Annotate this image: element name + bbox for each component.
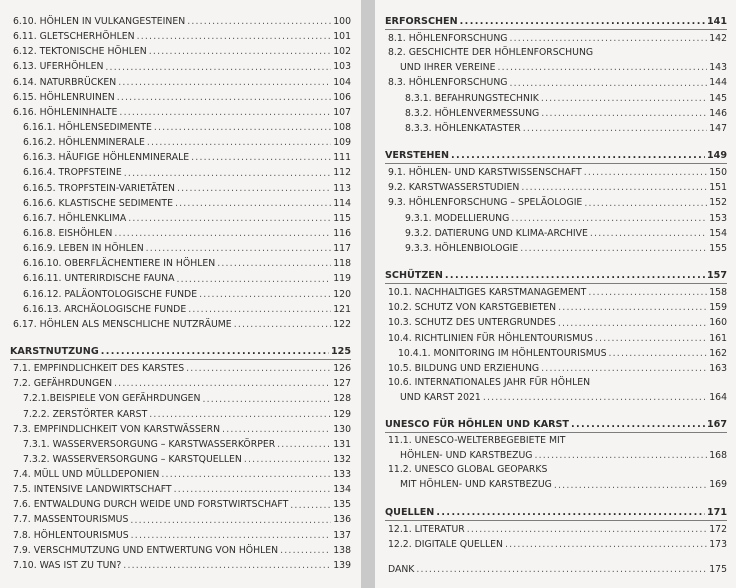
toc-page-number: 160 (709, 317, 727, 329)
toc-entry-label: 10.1. NACHHALTIGES KARSTMANAGEMENT (388, 287, 587, 299)
toc-entry-label: 10.6. INTERNATIONALES JAHR FÜR HÖHLEN (388, 376, 591, 388)
toc-page-number: 103 (333, 61, 351, 73)
toc-entry-label: 6.16.6. KLASTISCHE SEDIMENTE (23, 197, 173, 209)
dot-leader (186, 364, 331, 376)
toc-entry-8-3-hoehlenforschung[interactable] (385, 75, 727, 90)
toc-entry-7-9-verschmutzung-und-entwertung-von-hoe[interactable] (10, 543, 351, 558)
dot-leader (498, 63, 708, 75)
dot-leader (584, 168, 708, 180)
dot-leader (467, 525, 708, 537)
dot-leader (149, 410, 331, 422)
toc-entry-6-16-12-palaeontologische-funde[interactable] (10, 287, 351, 302)
dot-leader (511, 214, 707, 226)
dot-leader (445, 271, 705, 283)
toc-page-number: 111 (333, 152, 351, 164)
toc-entry-dank[interactable] (385, 562, 727, 577)
toc-page-number: 172 (709, 523, 727, 535)
dot-leader (590, 229, 707, 241)
toc-entry-continuation (385, 448, 727, 463)
dot-leader (505, 540, 707, 552)
toc-entry-label: 6.16.3. HÄUFIGE HÖHLENMINERALE (23, 152, 190, 164)
toc-entry-6-16-8-eishoehlen[interactable] (10, 226, 351, 241)
toc-page-number: 136 (333, 514, 351, 526)
toc-entry-label: 12.1. LITERATUR (388, 523, 465, 535)
toc-entry-6-12-tektonische-hoehlen[interactable] (10, 44, 351, 59)
chapter-heading[interactable] (385, 268, 727, 283)
dot-leader (609, 349, 708, 361)
toc-entry-label: 6.16.2. HÖHLENMINERALE (23, 137, 145, 149)
toc-entry-label: DANK (388, 563, 415, 575)
dot-leader (176, 275, 331, 287)
chapter-heading[interactable] (385, 417, 727, 432)
toc-entry-label: 7.4. MÜLL UND MÜLLDEPONIEN (13, 469, 160, 481)
toc-entry-label: UNESCO FÜR HÖHLEN UND KARST (385, 419, 569, 431)
toc-entry-6-16-4-tropfsteine[interactable] (10, 165, 351, 180)
toc-entry-label: 9.1. HÖHLEN- UND KARSTWISSENSCHAFT (388, 167, 582, 179)
toc-entry-label: 9.2. KARSTWASSERSTUDIEN (388, 182, 520, 194)
chapter-quellen (385, 505, 727, 521)
dot-leader (191, 153, 331, 165)
toc-entry-label: 6.16.11. UNTERIRDISCHE FAUNA (23, 273, 175, 285)
toc-entry-label: 7.8. HÖHLENTOURISMUS (13, 529, 129, 541)
toc-entry-label: 9.3.2. DATIERUNG UND KLIMA-ARCHIVE (405, 227, 588, 239)
toc-page-number: 102 (333, 46, 351, 58)
toc-entry-label: HÖHLEN- UND KARSTBEZUG (400, 450, 533, 462)
dot-leader (277, 440, 331, 452)
toc-entry-6-16-13-archaeologische-funde[interactable] (10, 302, 351, 317)
dot-leader (188, 305, 331, 317)
toc-page-number: 149 (706, 149, 727, 161)
toc-entry-label: SCHÜTZEN (385, 269, 443, 281)
toc-page-number: 127 (333, 378, 351, 390)
toc-entry-label: 6.16.13. ARCHÄOLOGISCHE FUNDE (23, 303, 187, 315)
toc-entry-6-16-3-haeufige-hoehlenminerale[interactable] (10, 150, 351, 165)
chapter-heading[interactable] (385, 148, 727, 163)
toc-page-number: 152 (709, 197, 727, 209)
toc-entry-label: 6.16.9. LEBEN IN HÖHLEN (23, 243, 144, 255)
toc-page-number: 158 (709, 287, 727, 299)
toc-entry-label: ERFORSCHEN (385, 15, 458, 27)
dot-leader (119, 108, 331, 120)
toc-page-number: 121 (333, 303, 351, 315)
toc-page-number: 171 (706, 506, 727, 518)
toc-page-number: 161 (709, 332, 727, 344)
toc-entry-label: VERSTEHEN (385, 149, 449, 161)
toc-entry-multiline[interactable] (385, 46, 727, 75)
toc-entry-6-16-11-unterirdische-fauna[interactable] (10, 271, 351, 286)
toc-page-number: 157 (706, 269, 727, 281)
dot-leader (595, 334, 707, 346)
toc-entry-label: QUELLEN (385, 506, 435, 518)
toc-entry-label: 6.16.7. HÖHLENKLIMA (23, 212, 127, 224)
toc-entry-7-6-entwaldung-durch-weide-und-forstwirt[interactable] (10, 497, 351, 512)
dot-leader (161, 470, 331, 482)
toc-entry-label: 6.16.5. TROPFSTEIN-VARIETÄTEN (23, 182, 175, 194)
left-page (0, 0, 361, 588)
dot-leader (416, 565, 707, 577)
toc-page-number: 115 (333, 212, 351, 224)
dot-leader (541, 109, 707, 121)
toc-page-number: 137 (333, 529, 351, 541)
toc-entry-12-2-digitale-quellen[interactable] (385, 537, 727, 552)
dot-leader (460, 17, 705, 29)
toc-entry-9-3-1-modellierung[interactable] (385, 211, 727, 226)
toc-entry-label: 10.2. SCHUTZ VON KARSTGEBIETEN (388, 302, 557, 314)
toc-entry-6-16-hoehleninhalte[interactable] (10, 105, 351, 120)
toc-entry-7-3-2-wasserversorgung-karstquellen[interactable] (10, 452, 351, 467)
toc-entry-7-3-empfindlichkeit-von-karstwaessern[interactable] (10, 422, 351, 437)
toc-entry-multiline[interactable] (385, 376, 727, 405)
dot-leader (521, 183, 707, 195)
toc-page-number: 133 (333, 469, 351, 481)
toc-entry-label: 10.4.1. MONITORING IM HÖHLENTOURISMUS (398, 347, 607, 359)
toc-entry-10-5-bildung-und-erziehung[interactable] (385, 361, 727, 376)
toc-entry-label: 12.2. DIGITALE QUELLEN (388, 538, 503, 550)
dot-leader (451, 151, 705, 163)
toc-entry-7-1-empfindlichkeit-des-karstes[interactable] (10, 361, 351, 376)
toc-entry-label: 6.17. HÖHLEN ALS MENSCHLICHE NUTZRÄUME (13, 318, 232, 330)
toc-page-number: 104 (333, 76, 351, 88)
toc-entry-label: 6.16.12. PALÄONTOLOGISCHE FUNDE (23, 288, 198, 300)
toc-entry-label: 6.16.10. OBERFLÄCHENTIERE IN HÖHLEN (23, 258, 216, 270)
toc-entry-7-7-massentourismus[interactable] (10, 513, 351, 528)
dot-leader (131, 531, 332, 543)
toc-page-number: 130 (333, 423, 351, 435)
toc-entry-label: 7.2.2. ZERSTÖRTER KARST (23, 408, 148, 420)
dot-leader (222, 425, 331, 437)
dot-leader (137, 32, 332, 44)
dot-leader (558, 319, 707, 331)
toc-page-number: 100 (333, 15, 351, 27)
dot-leader (244, 455, 331, 467)
dot-leader (584, 199, 707, 211)
toc-entry-continuation (385, 60, 727, 75)
toc-entry-10-3-schutz-des-untergrundes[interactable] (385, 315, 727, 330)
toc-entry-7-2-1-beispiele-von-gefaehrdungen[interactable] (10, 391, 351, 406)
toc-entry-label: 10.5. BILDUNG UND ERZIEHUNG (388, 362, 540, 374)
toc-entry-label: KARSTNUTZUNG (10, 345, 99, 357)
toc-entry-label: 8.3.3. HÖHLENKATASTER (405, 122, 521, 134)
toc-entry-label: 10.4. RICHTLINIEN FÜR HÖHLENTOURISMUS (388, 332, 593, 344)
dot-leader (509, 79, 707, 91)
dot-leader (234, 320, 332, 332)
dot-leader (483, 393, 707, 405)
toc-entry-12-1-literatur[interactable] (385, 522, 727, 537)
toc-entry-label: 7.7. MASSENTOURISMUS (13, 514, 129, 526)
toc-page-number: 142 (709, 33, 727, 45)
toc-page-number: 106 (333, 91, 351, 103)
toc-entry-6-16-2-hoehlenminerale[interactable] (10, 135, 351, 150)
toc-entry-label: 8.2. GESCHICHTE DER HÖHLENFORSCHUNG (388, 47, 594, 59)
dot-leader (187, 17, 331, 29)
toc-page-number: 150 (709, 167, 727, 179)
dot-leader (554, 481, 707, 493)
toc-page-number: 135 (333, 499, 351, 511)
chapter-unesco-fuer-hoehlen-und-karst (385, 417, 727, 433)
toc-page-number: 162 (709, 347, 727, 359)
toc-page-number: 168 (709, 450, 727, 462)
toc-entry-8-3-2-hoehlenvermessung[interactable] (385, 106, 727, 121)
toc-entry-9-2-karstwasserstudien[interactable] (385, 180, 727, 195)
toc-entry-7-8-hoehlentourismus[interactable] (10, 528, 351, 543)
toc-entry-10-1-nachhaltiges-karstmanagement[interactable] (385, 285, 727, 300)
toc-entry-label: 11.2. UNESCO GLOBAL GEOPARKS (388, 464, 548, 476)
right-page (375, 0, 736, 588)
toc-entry-label: 6.11. GLETSCHERHÖHLEN (13, 31, 135, 43)
dot-leader (130, 516, 331, 528)
toc-entry-8-3-3-hoehlenkataster[interactable] (385, 121, 727, 136)
toc-entry-multiline[interactable] (385, 434, 727, 463)
toc-entry-7-2-gefaehrdungen[interactable] (10, 376, 351, 391)
dot-leader (203, 395, 332, 407)
dot-leader (175, 199, 331, 211)
dot-leader (436, 508, 705, 520)
toc-entry-6-11-gletscherhoehlen[interactable] (10, 29, 351, 44)
dot-leader (177, 184, 331, 196)
dot-leader (128, 214, 331, 226)
dot-leader (571, 420, 705, 432)
chapter-divider (385, 520, 727, 521)
dot-leader (541, 364, 707, 376)
chapter-karstnutzung (10, 344, 351, 360)
toc-page-number: 167 (706, 419, 727, 431)
toc-entry-label: 6.15. HÖHLENRUINEN (13, 91, 115, 103)
toc-entry-9-3-hoehlenforschung-spelaeologie[interactable] (385, 195, 727, 210)
toc-entry-label: 7.2.1.BEISPIELE VON GEFÄHRDUNGEN (23, 393, 201, 405)
dot-leader (523, 124, 708, 136)
toc-page-number: 125 (330, 345, 351, 357)
toc-entry-6-14-naturbruecken[interactable] (10, 75, 351, 90)
toc-page-number: 163 (709, 362, 727, 374)
toc-entry-6-16-7-hoehlenklima[interactable] (10, 211, 351, 226)
toc-entry-6-16-5-tropfstein-varietaeten[interactable] (10, 181, 351, 196)
toc-page-number: 153 (709, 212, 727, 224)
chapter-erforschen (385, 14, 727, 30)
toc-page-number: 109 (333, 137, 351, 149)
toc-entry-label: 10.3. SCHUTZ DES UNTERGRUNDES (388, 317, 556, 329)
toc-entry-9-1-hoehlen-und-karstwissenschaft[interactable] (385, 165, 727, 180)
dot-leader (541, 94, 707, 106)
toc-entry-continuation (385, 390, 727, 405)
toc-entry-label: 7.3.1. WASSERVERSORGUNG – KARSTWASSERKÖRPER (23, 438, 276, 450)
toc-entry-9-3-2-datierung-und-klima-archive[interactable] (385, 226, 727, 241)
toc-entry-7-4-muell-und-muelldeponien[interactable] (10, 467, 351, 482)
toc-page-number: 120 (333, 288, 351, 300)
toc-page-number: 173 (709, 538, 727, 550)
toc-page-number: 113 (333, 182, 351, 194)
toc-entry-label: 6.10. HÖHLEN IN VULKANGESTEINEN (13, 15, 186, 27)
dot-leader (558, 303, 707, 315)
dot-leader (149, 47, 331, 59)
toc-entry-label: 7.10. WAS IST ZU TUN? (13, 559, 122, 571)
dot-leader (114, 229, 331, 241)
left-toc-column (10, 14, 351, 573)
toc-entry-label: UND KARST 2021 (400, 391, 481, 403)
toc-entry-7-10-was-ist-zu-tun[interactable] (10, 558, 351, 573)
toc-entry-label: 6.12. TEKTONISCHE HÖHLEN (13, 46, 147, 58)
toc-page-number: 175 (709, 563, 727, 575)
toc-page-number: 145 (709, 92, 727, 104)
toc-entry-10-2-schutz-von-karstgebieten[interactable] (385, 300, 727, 315)
toc-entry-9-3-3-hoehlenbiologie[interactable] (385, 241, 727, 256)
toc-page-number: 119 (333, 273, 351, 285)
toc-page-number: 116 (333, 227, 351, 239)
toc-page-number: 126 (333, 363, 351, 375)
toc-page-number: 128 (333, 393, 351, 405)
chapter-divider (385, 29, 727, 30)
toc-entry-6-13-uferhoehlen[interactable] (10, 59, 351, 74)
chapter-divider (385, 432, 727, 433)
chapter-verstehen (385, 148, 727, 164)
toc-entry-10-4-1-monitoring-im-hoehlentourismus[interactable] (385, 346, 727, 361)
chapter-divider (385, 163, 727, 164)
toc-entry-label: 7.3. EMPFINDLICHKEIT VON KARSTWÄSSERN (13, 423, 221, 435)
toc-entry-10-4-richtlinien-fuer-hoehlentourismus[interactable] (385, 331, 727, 346)
toc-page-number: 139 (333, 559, 351, 571)
toc-page-number: 107 (333, 106, 351, 118)
toc-entry-label: 7.3.2. WASSERVERSORGUNG – KARSTQUELLEN (23, 453, 242, 465)
toc-entry-6-16-1-hoehlensedimente[interactable] (10, 120, 351, 135)
right-toc-column (385, 14, 727, 577)
toc-page-number: 154 (709, 227, 727, 239)
toc-entry-label: 6.16.8. EISHÖHLEN (23, 227, 113, 239)
dot-leader (101, 347, 329, 359)
dot-leader (588, 288, 707, 300)
toc-page-number: 155 (709, 242, 727, 254)
toc-page-number: 143 (709, 62, 727, 74)
toc-page-number: 101 (333, 31, 351, 43)
toc-entry-label: 8.3.1. BEFAHRUNGSTECHNIK (405, 92, 539, 104)
toc-entry-6-16-10-oberflaechentiere-in-hoehlen[interactable] (10, 256, 351, 271)
toc-entry-6-10-hoehlen-in-vulkangesteinen[interactable] (10, 14, 351, 29)
toc-entry-label: 7.2. GEFÄHRDUNGEN (13, 378, 113, 390)
toc-page-number: 144 (709, 77, 727, 89)
toc-entry-8-1-hoehlenforschung[interactable] (385, 31, 727, 46)
toc-entry-label: 8.3.2. HÖHLENVERMESSUNG (405, 107, 540, 119)
toc-page-number: 131 (333, 438, 351, 450)
toc-entry-7-3-1-wasserversorgung-karstwasserkoerpe[interactable] (10, 437, 351, 452)
chapter-divider (385, 283, 727, 284)
toc-entry-6-16-9-leben-in-hoehlen[interactable] (10, 241, 351, 256)
dot-leader (124, 169, 331, 181)
toc-entry-continuation (385, 477, 727, 492)
toc-page-number: 169 (709, 479, 727, 491)
dot-leader (509, 34, 707, 46)
toc-page-number: 117 (333, 243, 351, 255)
toc-entry-8-3-1-befahrungstechnik[interactable] (385, 91, 727, 106)
toc-entry-label: 6.13. UFERHÖHLEN (13, 61, 104, 73)
toc-page-number: 146 (709, 107, 727, 119)
toc-entry-label: 6.14. NATURBRÜCKEN (13, 76, 117, 88)
dot-leader (217, 259, 331, 271)
chapter-heading[interactable] (385, 505, 727, 520)
dot-leader (117, 93, 332, 105)
chapter-schuetzen (385, 268, 727, 284)
dot-leader (123, 561, 331, 573)
dot-leader (146, 244, 332, 256)
spacer (385, 552, 727, 562)
toc-entry-6-15-hoehlenruinen[interactable] (10, 90, 351, 105)
dot-leader (118, 78, 331, 90)
toc-page-number: 159 (709, 302, 727, 314)
toc-entry-label: 8.3. HÖHLENFORSCHUNG (388, 77, 508, 89)
toc-entry-7-5-intensive-landwirtschaft[interactable] (10, 482, 351, 497)
dot-leader (114, 379, 331, 391)
toc-page-number: 164 (709, 391, 727, 403)
toc-entry-label: 9.3. HÖHLENFORSCHUNG – SPELÄOLOGIE (388, 197, 583, 209)
dot-leader (534, 451, 707, 463)
toc-entry-6-17-hoehlen-als-menschliche-nutzraeume[interactable] (10, 317, 351, 332)
toc-entry-label: 7.6. ENTWALDUNG DURCH WEIDE UND FORSTWIRTSCHAFT (13, 499, 289, 511)
toc-page-number: 147 (709, 122, 727, 134)
toc-entry-label: MIT HÖHLEN- UND KARSTBEZUG (400, 479, 552, 491)
toc-entry-label: UND IHRER VEREINE (400, 62, 496, 74)
toc-entry-label: 9.3.3. HÖHLENBIOLOGIE (405, 242, 519, 254)
dot-leader (174, 485, 332, 497)
toc-entry-label: 8.1. HÖHLENFORSCHUNG (388, 33, 508, 45)
dot-leader (290, 501, 331, 513)
dot-leader (280, 546, 331, 558)
toc-page-number: 138 (333, 544, 351, 556)
toc-entry-label: 6.16.4. TROPFSTEINE (23, 167, 122, 179)
toc-entry-label: 6.16. HÖHLENINHALTE (13, 106, 118, 118)
toc-page-number: 134 (333, 484, 351, 496)
toc-entry-label: 11.1. UNESCO-WELTERBEGEBIETE MIT (388, 435, 566, 447)
chapter-divider (10, 359, 351, 360)
toc-entry-multiline[interactable] (385, 463, 727, 492)
toc-page-number: 122 (333, 318, 351, 330)
dot-leader (520, 244, 707, 256)
toc-entry-label: 7.9. VERSCHMUTZUNG UND ENTWERTUNG VON HÖHLEN (13, 544, 279, 556)
chapter-heading[interactable] (10, 344, 351, 359)
toc-entry-6-16-6-klastische-sedimente[interactable] (10, 196, 351, 211)
toc-page-number: 108 (333, 121, 351, 133)
toc-entry-7-2-2-zerstoerter-karst[interactable] (10, 407, 351, 422)
dot-leader (154, 123, 331, 135)
toc-page-number: 112 (333, 167, 351, 179)
toc-entry-label: 6.16.1. HÖHLENSEDIMENTE (23, 121, 152, 133)
toc-page-number: 151 (709, 182, 727, 194)
dot-leader (147, 138, 331, 150)
dot-leader (105, 63, 331, 75)
toc-entry-label: 7.5. INTENSIVE LANDWIRTSCHAFT (13, 484, 172, 496)
toc-entry-label: 9.3.1. MODELLIERUNG (405, 212, 510, 224)
toc-page-number: 132 (333, 453, 351, 465)
toc-page-number: 118 (333, 258, 351, 270)
dot-leader (199, 290, 331, 302)
toc-page-number: 129 (333, 408, 351, 420)
toc-page-number: 114 (333, 197, 351, 209)
toc-entry-label: 7.1. EMPFINDLICHKEIT DES KARSTES (13, 363, 185, 375)
chapter-heading[interactable] (385, 14, 727, 29)
toc-page-number: 141 (706, 15, 727, 27)
